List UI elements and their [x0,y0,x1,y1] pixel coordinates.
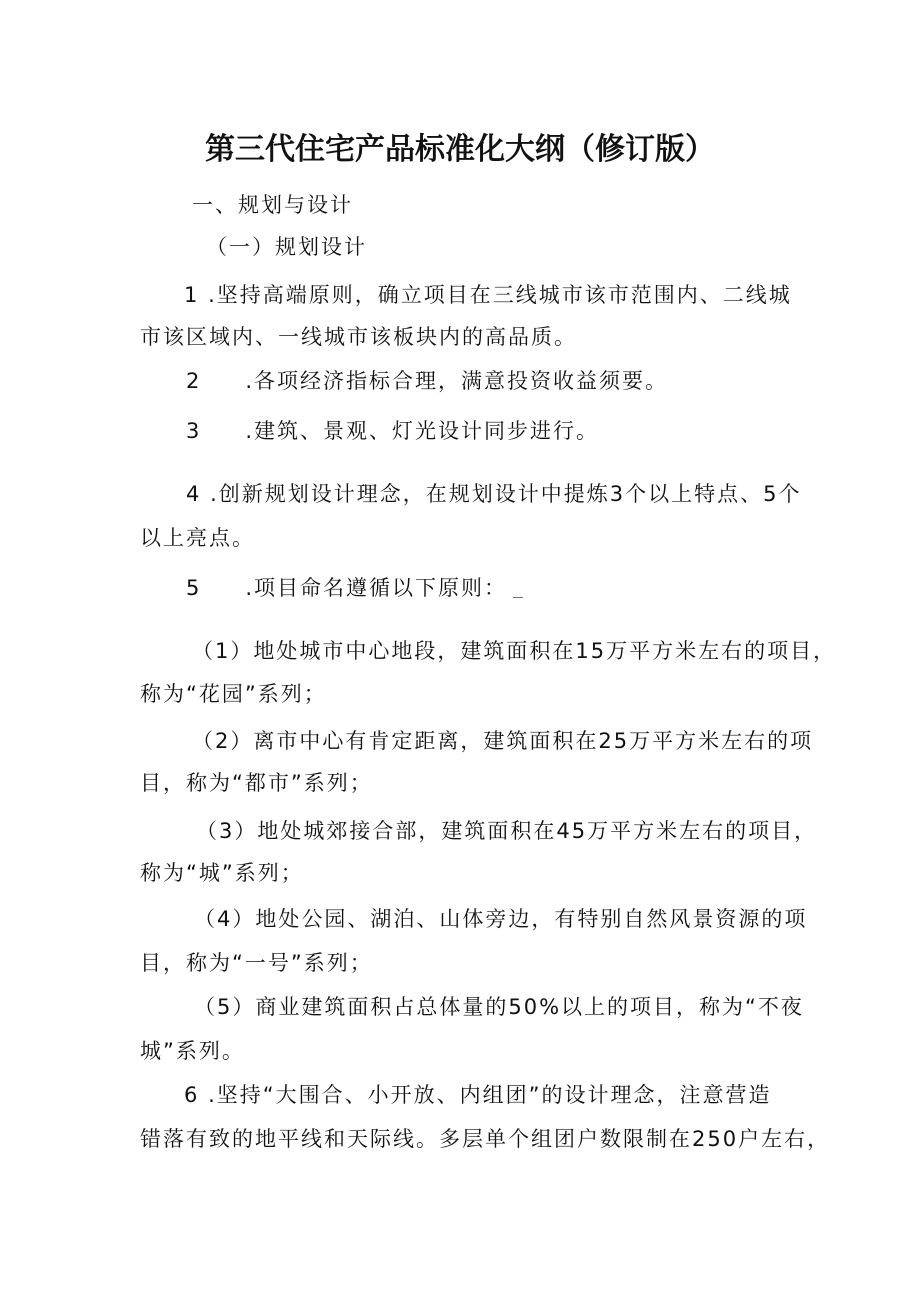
paragraph-item-6-line-1 [184,1080,772,1110]
rule-4-line-1: （4）地处公园、湖泊、山体旁边，有特别自然风景资源的项 [194,907,808,931]
rule-1-line-2: 称为“花园”系列； [140,682,327,706]
item-text: .项目命名遵循以下原则： [245,576,508,600]
rule-3-line-1: （3）地处城郊接合部，建筑面积在45万平方米左右的项目， [196,819,818,843]
paragraph-item-4-line-1 [186,479,801,509]
section-heading: 一、规划与设计 [192,193,353,217]
paragraph-item-1-line-1 [184,280,792,310]
paragraph-item-2 [186,366,668,396]
item-number: 4 [186,482,202,506]
revision-mark [513,597,523,598]
rule-5-line-2: 城”系列。 [140,1039,245,1063]
paragraph-item-1-line-2: 市该区域内、一线城市该板块内的高品质。 [140,325,577,349]
paragraph-item-4-line-2: 以上亮点。 [140,526,255,550]
rule-5-line-1: （5）商业建筑面积占总体量的50%以上的项目，称为“不夜 [194,995,804,1019]
paragraph-item-3 [186,416,599,446]
item-number: 5 [186,576,202,600]
item-text: .各项经济指标合理，满意投资收益须要。 [245,369,669,393]
document-title: 第三代住宅产品标准化大纲（修订版） [205,132,715,167]
item-number: 2 [186,369,202,393]
subsection-heading: （一）规划设计 [206,235,367,259]
rule-4-line-2: 目，称为“一号”系列； [140,951,373,975]
item-text: .建筑、景观、灯光设计同步进行。 [245,419,600,443]
rule-2-line-1: （2）离市中心有肯定距离，建筑面积在25万平方米左右的项 [192,729,814,753]
paragraph-item-5 [186,573,523,603]
rule-1-line-1: （1）地处城市中心地段，建筑面积在15万平方米左右的项目， [192,639,837,663]
item-number: 6 [184,1083,200,1107]
item-number: 1 [184,283,200,307]
item-text: .坚持“大围合、小开放、内组团”的设计理念，注意营造 [208,1083,772,1107]
item-text: .坚持高端原则，确立项目在三线城市该市范围内、二线城 [208,283,792,307]
item-text: .创新规划设计理念，在规划设计中提炼3个以上特点、5个 [210,482,802,506]
rule-3-line-2: 称为“城”系列； [140,861,304,885]
rule-2-line-2: 目，称为“都市”系列； [140,771,373,795]
paragraph-item-6-line-2: 错落有致的地平线和天际线。多层单个组团户数限制在250户左右， [140,1127,831,1151]
item-number: 3 [186,419,202,443]
